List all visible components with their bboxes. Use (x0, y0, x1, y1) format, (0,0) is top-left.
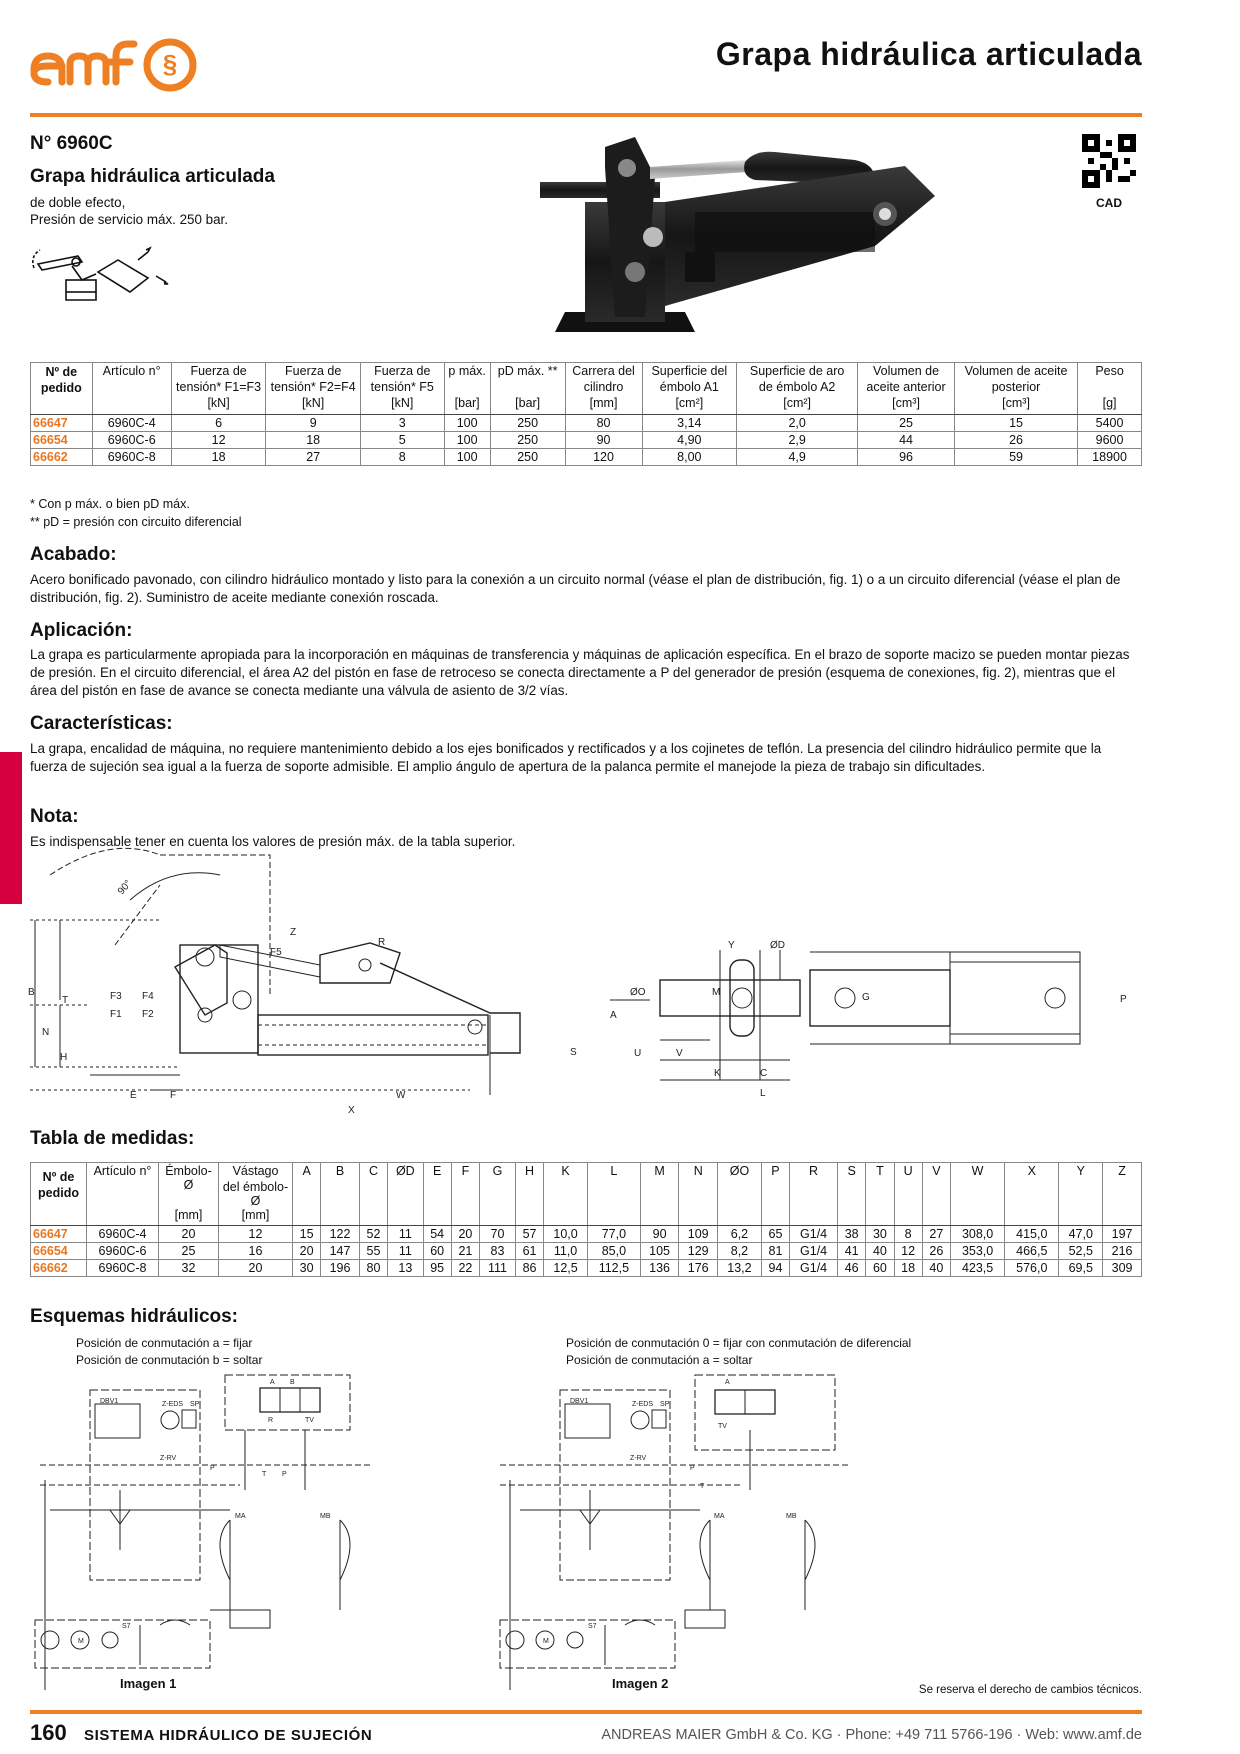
table-cell: 70 (480, 1226, 516, 1243)
table-header-cell: Volumen de aceite posterior [cm³] (954, 363, 1077, 415)
table-cell: 77,0 (587, 1226, 640, 1243)
table-row (31, 1260, 1142, 1277)
table-cell: 85,0 (587, 1243, 640, 1260)
table-header-cell: H (515, 1163, 543, 1226)
drawing-label-r: R (378, 937, 386, 948)
table-cell: 80 (359, 1260, 387, 1277)
table-cell: 26 (922, 1243, 950, 1260)
drawing-label-od: ØD (770, 940, 785, 951)
table-cell: 120 (565, 449, 642, 466)
table-cell: 52,5 (1059, 1243, 1103, 1260)
table-row (31, 415, 1142, 432)
cad-label[interactable]: CAD (1096, 196, 1122, 210)
table-cell: 109 (679, 1226, 718, 1243)
table-cell: 54 (423, 1226, 451, 1243)
drawing-label-f3: F3 (110, 991, 122, 1002)
table-cell: 197 (1103, 1226, 1142, 1243)
caracteristicas-title: Características: (30, 713, 173, 734)
image-1-caption: Imagen 1 (120, 1676, 177, 1691)
table-cell: 4,9 (737, 449, 858, 466)
table-cell: 15 (293, 1226, 321, 1243)
table-cell: 69,5 (1059, 1260, 1103, 1277)
table-header-cell: pD máx. ** [bar] (490, 363, 565, 415)
drawing-label-s: S (570, 1047, 577, 1058)
table-header-cell: Émbolo-Ø [mm] (159, 1163, 219, 1226)
table-cell: 6 (171, 415, 266, 432)
table-header-cell: N (679, 1163, 718, 1226)
table-cell: 4,90 (642, 432, 737, 449)
clamp-symbol-icon (28, 238, 178, 304)
table-cell: 95 (423, 1260, 451, 1277)
table-header-cell: R (790, 1163, 838, 1226)
table-cell: 22 (451, 1260, 479, 1277)
caracteristicas-text: La grapa, encalidad de máquina, no requiere mantenimiento debido a los ejes bonificados y rectificados y a los cojinetes de teflón. La presencia del cilindro hidráulico permite que la fuerza de sujeción sea igual a la fuerza de soporte admisible. El amplio ángulo de apertura de la palanca permite el manejode la pieza de trabajo sin dificultades. (30, 741, 1102, 774)
order-number-cell[interactable]: 66654 (31, 1243, 87, 1260)
page-number: 160 (30, 1720, 67, 1745)
table-cell: 12 (894, 1243, 922, 1260)
table-cell: 136 (640, 1260, 679, 1277)
table-cell: 57 (515, 1226, 543, 1243)
table-cell: 423,5 (950, 1260, 1004, 1277)
table-header-cell: Z (1103, 1163, 1142, 1226)
logo-glyph: § (162, 49, 178, 79)
table-cell: 47,0 (1059, 1226, 1103, 1243)
table-cell: 40 (866, 1243, 894, 1260)
table-cell: 18 (894, 1260, 922, 1277)
drawing-label-a: A (610, 1010, 617, 1021)
table-cell: 12,5 (544, 1260, 588, 1277)
section-name: SISTEMA HIDRÁULICO DE SUJECIÓN (84, 1727, 373, 1744)
order-number-cell[interactable]: 66662 (31, 449, 93, 466)
table-cell: 309 (1103, 1260, 1142, 1277)
side-tab-marker (0, 752, 22, 904)
table-header-cell: p máx. [bar] (444, 363, 490, 415)
hydraulic-scheme-2 (490, 1370, 870, 1670)
table-header-cell: X (1005, 1163, 1059, 1226)
table-cell: 9600 (1078, 432, 1142, 449)
table-cell: 25 (159, 1243, 219, 1260)
table-header-cell: Fuerza de tensión* F2=F4 [kN] (266, 363, 361, 415)
table-cell: 11 (388, 1226, 423, 1243)
s1-r: R (268, 1417, 274, 1424)
table-cell: 27 (922, 1226, 950, 1243)
drawing-label-h: H (60, 1052, 68, 1063)
table-header-cell: A (293, 1163, 321, 1226)
drawing-label-k: K (714, 1068, 721, 1079)
table-header-cell: V (922, 1163, 950, 1226)
table-cell: 100 (444, 415, 490, 432)
drawing-angle: 90° (115, 878, 135, 897)
drawing-label-c: C (760, 1068, 768, 1079)
table-cell: 12 (219, 1226, 293, 1243)
table-header-cell: Y (1059, 1163, 1103, 1226)
table-cell: 250 (490, 415, 565, 432)
table-cell: 129 (679, 1243, 718, 1260)
drawing-label-m: M (712, 987, 721, 998)
table-cell: 96 (858, 449, 955, 466)
aplicacion-text: La grapa es particularmente apropiada para la incorporación en máquinas de transferencia y máquinas de aplicación específica. En el brazo de soporte macizo se pueden montar piezas de presión. En el circuito diferencial, el área A2 del pistón en fase de retroceso se conecta directamente a P del generador de presión (esquema de conexiones, fig. 2), mientras que el área del pistón en fase de avance se conecta mediante una válvula de asiento de 3/2 vías. (30, 647, 1130, 698)
rights-note: Se reserva el derecho de cambios técnicos. (918, 1684, 1142, 1696)
table-header-cell: M (640, 1163, 679, 1226)
company-info: ANDREAS MAIER GmbH & Co. KG · Phone: +49 711 5766-196 · Web: www.amf.de (601, 1727, 1142, 1743)
scheme-right-line1: Posición de conmutación 0 = fijar con conmutación de diferencial (566, 1336, 912, 1350)
drawing-label-e: E (130, 1090, 137, 1101)
drawing-label-f: F (170, 1090, 177, 1101)
table-cell: G1/4 (790, 1260, 838, 1277)
table-cell: 38 (838, 1226, 866, 1243)
table-header-cell: C (359, 1163, 387, 1226)
product-desc-2: Presión de servicio máx. 250 bar. (30, 212, 228, 227)
table-cell: 250 (490, 449, 565, 466)
product-desc-1: de doble efecto, (30, 195, 126, 210)
table-header-cell: U (894, 1163, 922, 1226)
table-cell: 81 (761, 1243, 789, 1260)
table-cell: 100 (444, 449, 490, 466)
acabado-text: Acero bonificado pavonado, con cilindro hidráulico montado y listo para la conexión a un circuito normal (véase el plan de distribución, fig. 1) o a un circuito diferencial (véase el plan de distribución, fig. 2). Suministro de aceite mediante conexión roscada. (30, 572, 1121, 605)
table-cell: 83 (480, 1243, 516, 1260)
footer-rule (30, 1710, 1142, 1714)
order-number-cell[interactable]: 66662 (31, 1260, 87, 1277)
table-cell: 65 (761, 1226, 789, 1243)
drawing-label-f1: F1 (110, 1009, 122, 1020)
table-cell: 13 (388, 1260, 423, 1277)
esquemas-title: Esquemas hidráulicos: (30, 1306, 239, 1327)
s2-sp: SP (660, 1401, 670, 1408)
table-cell: 80 (565, 415, 642, 432)
s2-t: T (700, 1483, 705, 1490)
table-cell: 2,9 (737, 432, 858, 449)
table-header-cell: ØD (388, 1163, 423, 1226)
header-rule (30, 113, 1142, 117)
s1-m: M (78, 1638, 84, 1645)
s2-zeds: Z-EDS (632, 1401, 653, 1408)
table-row (31, 432, 1142, 449)
table-cell: 8 (894, 1226, 922, 1243)
table-header-cell: Vástago del émbolo-Ø [mm] (219, 1163, 293, 1226)
table-cell: 90 (565, 432, 642, 449)
table-header-cell: Superficie de aro de émbolo A2 [cm²] (737, 363, 858, 415)
table-cell: 8,2 (718, 1243, 762, 1260)
table-cell: 6960C-6 (87, 1243, 159, 1260)
table-header-cell: F (451, 1163, 479, 1226)
s2-tv: TV (718, 1423, 727, 1430)
drawing-label-w: W (396, 1090, 406, 1101)
table-cell: 415,0 (1005, 1226, 1059, 1243)
table-cell: 15 (954, 415, 1077, 432)
image-2-caption: Imagen 2 (612, 1676, 669, 1691)
table-cell: 20 (451, 1226, 479, 1243)
table-cell: 105 (640, 1243, 679, 1260)
table-cell: 6960C-8 (92, 449, 171, 466)
table-cell: 21 (451, 1243, 479, 1260)
qr-code-icon[interactable] (1082, 134, 1136, 188)
spec-table (30, 362, 1142, 466)
table-cell: 308,0 (950, 1226, 1004, 1243)
table-header-cell: B (321, 1163, 360, 1226)
table-header-row (31, 1163, 1142, 1226)
s2-dbv: DBV1 (570, 1398, 589, 1405)
product-name: Grapa hidráulica articulada (30, 166, 275, 187)
drawing-label-t: T (62, 995, 69, 1006)
drawing-label-v: V (676, 1048, 683, 1059)
table-cell: 52 (359, 1226, 387, 1243)
table-cell: 8,00 (642, 449, 737, 466)
s1-t: T (262, 1471, 267, 1478)
s2-m: M (543, 1638, 549, 1645)
scheme-left-line1: Posición de conmutación a = fijar (76, 1336, 253, 1350)
table-cell: 11 (388, 1243, 423, 1260)
table-cell: 2,0 (737, 415, 858, 432)
table-cell: 122 (321, 1226, 360, 1243)
table-cell: 20 (219, 1260, 293, 1277)
table-cell: 9 (266, 415, 361, 432)
s2-ma: MA (714, 1513, 725, 1520)
table-header-cell: Carrera del cilindro [mm] (565, 363, 642, 415)
table-cell: 5 (360, 432, 444, 449)
table-cell: 6960C-4 (92, 415, 171, 432)
table-cell: 11,0 (544, 1243, 588, 1260)
table-cell: 10,0 (544, 1226, 588, 1243)
drawing-label-p: P (1120, 994, 1127, 1005)
s1-b: B (290, 1379, 295, 1386)
table-header-cell: Fuerza de tensión* F1=F3 [kN] (171, 363, 266, 415)
table-cell: 59 (954, 449, 1077, 466)
table-cell: 20 (159, 1226, 219, 1243)
table-header-cell: Artículo n° (87, 1163, 159, 1226)
footnote-1: * Con p máx. o bien pD máx. (30, 497, 190, 511)
s1-mb: MB (320, 1513, 331, 1520)
table-cell: 576,0 (1005, 1260, 1059, 1277)
table-cell: 60 (423, 1243, 451, 1260)
table-header-cell: Nº de pedido (31, 1163, 87, 1226)
table-cell: 30 (293, 1260, 321, 1277)
drawing-label-f4: F4 (142, 991, 154, 1002)
table-cell: 41 (838, 1243, 866, 1260)
table-cell: G1/4 (790, 1226, 838, 1243)
table-cell: 90 (640, 1226, 679, 1243)
nota-title: Nota: (30, 806, 79, 827)
drawing-label-f5: F5 (270, 947, 282, 958)
drawing-label-b: B (28, 987, 35, 998)
table-header-cell: P (761, 1163, 789, 1226)
dimensions-table (30, 1162, 1142, 1277)
s1-s7: S7 (122, 1623, 131, 1630)
table-cell: G1/4 (790, 1243, 838, 1260)
drawing-label-f2: F2 (142, 1009, 154, 1020)
table-cell: 112,5 (587, 1260, 640, 1277)
amf-logo (28, 36, 200, 94)
table-header-cell: T (866, 1163, 894, 1226)
table-cell: 40 (922, 1260, 950, 1277)
table-cell: 27 (266, 449, 361, 466)
table-header-cell: S (838, 1163, 866, 1226)
s1-zeds: Z-EDS (162, 1401, 183, 1408)
table-cell: 94 (761, 1260, 789, 1277)
table-cell: 20 (293, 1243, 321, 1260)
table-row (31, 1226, 1142, 1243)
table-cell: 61 (515, 1243, 543, 1260)
scheme-right-line2: Posición de conmutación a = soltar (566, 1353, 753, 1367)
table-header-cell: Nº de pedido (31, 363, 93, 415)
table-header-row (31, 363, 1142, 415)
table-header-cell: Superficie del émbolo A1 [cm²] (642, 363, 737, 415)
acabado-title: Acabado: (30, 544, 117, 565)
hydraulic-scheme-1 (30, 1370, 390, 1670)
table-cell: 6960C-8 (87, 1260, 159, 1277)
table-cell: 147 (321, 1243, 360, 1260)
drawing-label-g: G (862, 992, 870, 1003)
s2-s7: S7 (588, 1623, 597, 1630)
table-row (31, 449, 1142, 466)
side-view-drawing (30, 855, 590, 1120)
drawing-label-x: X (348, 1105, 355, 1116)
table-header-cell: Volumen de aceite anterior [cm³] (858, 363, 955, 415)
nota-text: Es indispensable tener en cuenta los valores de presión máx. de la tabla superior. (30, 834, 516, 849)
drawing-label-z: Z (290, 927, 297, 938)
s2-p: P (690, 1465, 695, 1472)
s2-a: A (725, 1379, 730, 1386)
s1-ma: MA (235, 1513, 246, 1520)
s1-p: P (210, 1465, 215, 1472)
drawing-label-n: N (42, 1027, 50, 1038)
product-number: N° 6960C (30, 133, 113, 154)
s1-p2: P (282, 1471, 287, 1478)
s2-zrv: Z-RV (630, 1455, 647, 1462)
table-cell: 18 (171, 449, 266, 466)
table-cell: 60 (866, 1260, 894, 1277)
table-cell: 216 (1103, 1243, 1142, 1260)
s1-sp: SP (190, 1401, 200, 1408)
table-cell: 30 (866, 1226, 894, 1243)
page-title: Grapa hidráulica articulada (715, 36, 1142, 72)
s1-zrv: Z-RV (160, 1455, 177, 1462)
table-cell: 6,2 (718, 1226, 762, 1243)
table-cell: 18900 (1078, 449, 1142, 466)
table-cell: 25 (858, 415, 955, 432)
product-photo (525, 132, 1015, 347)
aplicacion-title: Aplicación: (30, 620, 133, 641)
table-cell: 55 (359, 1243, 387, 1260)
table-cell: 6960C-4 (87, 1226, 159, 1243)
table-header-cell: L (587, 1163, 640, 1226)
table-header-cell: K (544, 1163, 588, 1226)
table-header-cell: Artículo n° (92, 363, 171, 415)
table-cell: 46 (838, 1260, 866, 1277)
scheme-left-line2: Posición de conmutación b = soltar (76, 1353, 263, 1367)
s1-tv: TV (305, 1417, 314, 1424)
table-header-cell: G (480, 1163, 516, 1226)
table-cell: 353,0 (950, 1243, 1004, 1260)
table-cell: 18 (266, 432, 361, 449)
s1-a: A (270, 1379, 275, 1386)
table-cell: 3,14 (642, 415, 737, 432)
table-cell: 176 (679, 1260, 718, 1277)
table-cell: 13,2 (718, 1260, 762, 1277)
table-cell: 86 (515, 1260, 543, 1277)
table-cell: 6960C-6 (92, 432, 171, 449)
table-cell: 250 (490, 432, 565, 449)
table-cell: 196 (321, 1260, 360, 1277)
table-cell: 32 (159, 1260, 219, 1277)
order-number-cell[interactable]: 66647 (31, 415, 93, 432)
table-cell: 111 (480, 1260, 516, 1277)
table-cell: 466,5 (1005, 1243, 1059, 1260)
table-header-cell: W (950, 1163, 1004, 1226)
table-header-cell: Peso [g] (1078, 363, 1142, 415)
s1-dbv: DBV1 (100, 1398, 119, 1405)
table-cell: 16 (219, 1243, 293, 1260)
order-number-cell[interactable]: 66647 (31, 1226, 87, 1243)
table-cell: 26 (954, 432, 1077, 449)
table-header-cell: Fuerza de tensión* F5 [kN] (360, 363, 444, 415)
drawing-label-u: U (634, 1048, 642, 1059)
table-cell: 3 (360, 415, 444, 432)
table-cell: 44 (858, 432, 955, 449)
table-cell: 100 (444, 432, 490, 449)
order-number-cell[interactable]: 66654 (31, 432, 93, 449)
drawing-label-oo: ØO (630, 987, 646, 998)
table-row (31, 1243, 1142, 1260)
table-header-cell: ØO (718, 1163, 762, 1226)
table-cell: 8 (360, 449, 444, 466)
table-header-cell: E (423, 1163, 451, 1226)
table-cell: 12 (171, 432, 266, 449)
s2-mb: MB (786, 1513, 797, 1520)
drawing-label-l: L (760, 1088, 766, 1099)
top-view-drawing (600, 940, 1140, 1115)
footnote-2: ** pD = presión con circuito diferencial (30, 515, 242, 529)
table-cell: 5400 (1078, 415, 1142, 432)
drawing-label-y: Y (728, 940, 735, 951)
medidas-title: Tabla de medidas: (30, 1128, 195, 1149)
